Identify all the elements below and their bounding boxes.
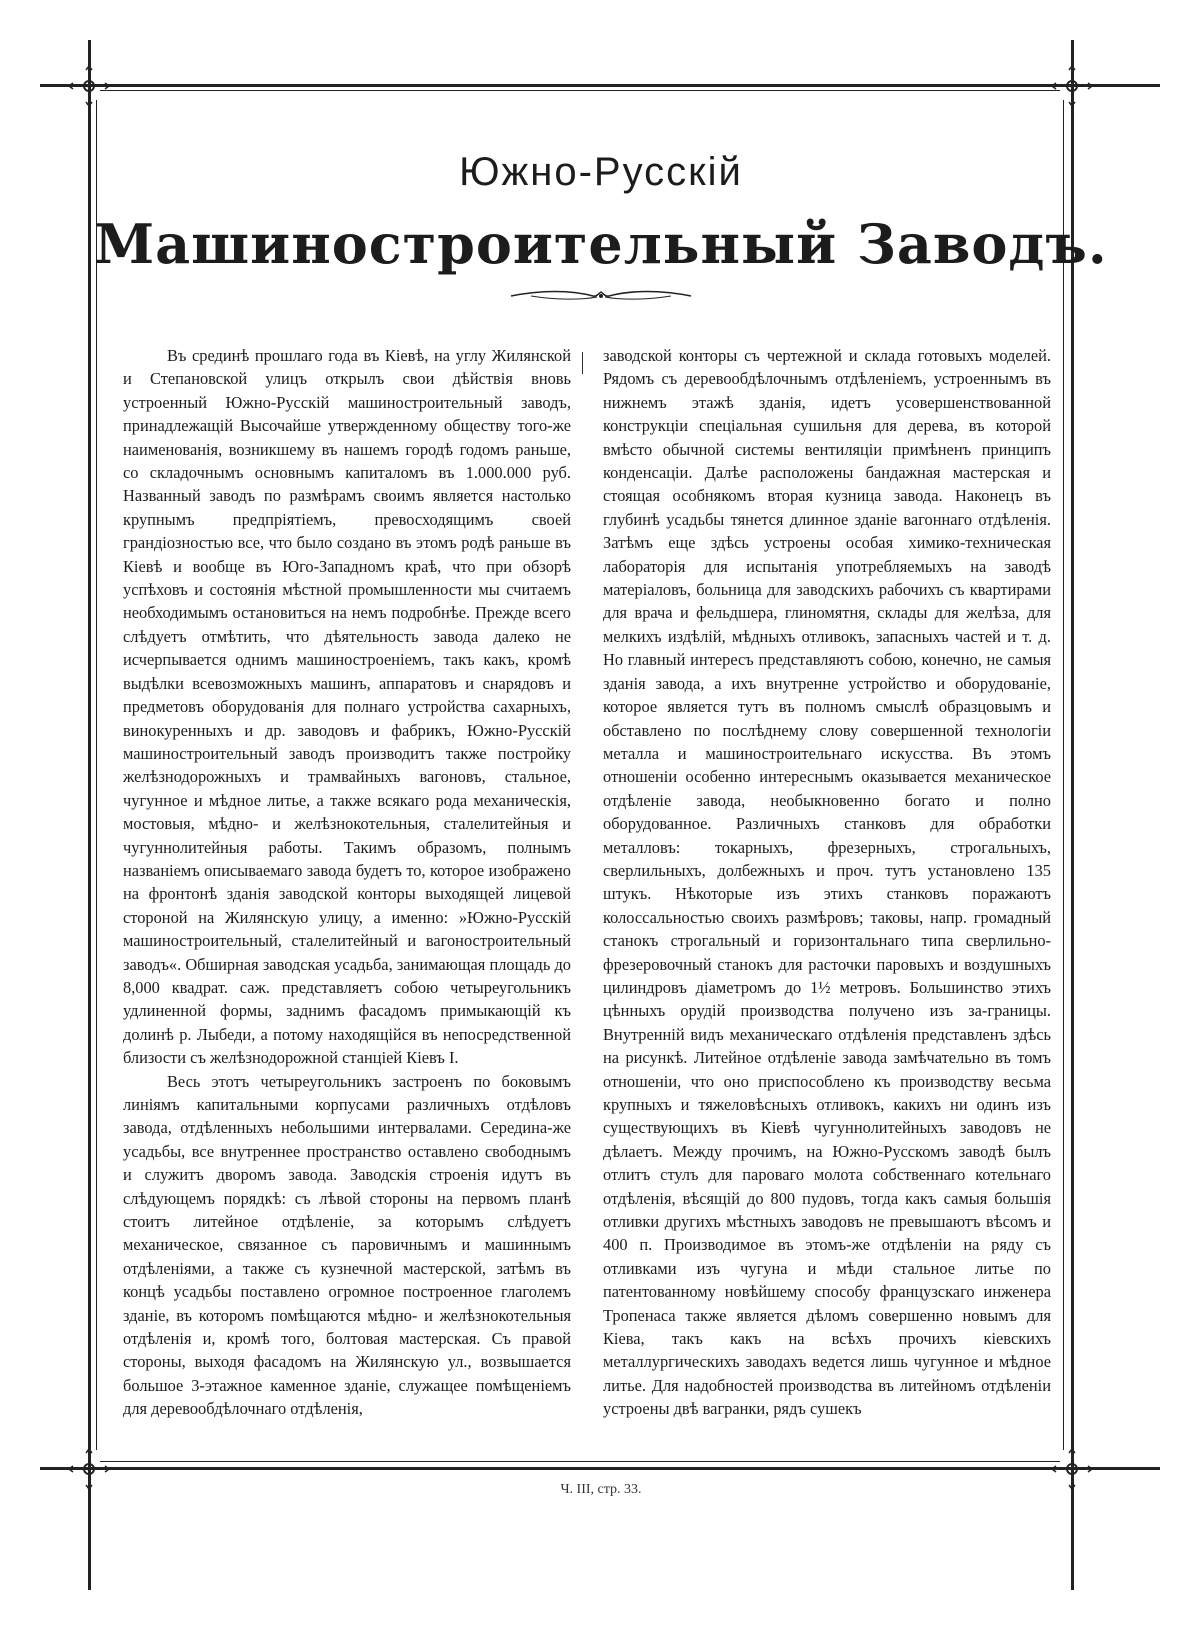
decorative-rule-icon <box>501 286 701 306</box>
title-line-2: Машиностроительный Заводъ. <box>94 212 1108 276</box>
title-line-1: Южно-Русскій <box>459 150 743 194</box>
text-column-right <box>603 344 1051 1421</box>
paragraph: Въ срединѣ прошлаго года въ Кіевѣ, на углу Жилянской и Степановской улицъ открылъ свои дѣйствія вновь устроенный Южно-Русскій машиностроительный заводъ, принадлежащій Высочайше утвержденному обществу того-же наименованія, возникшему въ нашемъ городѣ годомъ раньше, со складочнымъ основнымъ капиталомъ въ 1.000.000 руб. Названный заводъ по размѣрамъ своимъ является настолько крупнымъ предпріятіемъ, превосходящимъ своей грандіозностью все, что было создано въ этомъ родѣ раньше въ Кіевѣ и вообще въ Юго-Западномъ краѣ, что при обзорѣ успѣховъ и состоянія мѣстной промышленности мы считаемъ необходимымъ остановиться на немъ подробнѣе. Прежде всего слѣдуетъ отмѣтить, что дѣятельность завода далеко не исчерпывается однимъ машиностроеніемъ, такъ какъ, кромѣ выдѣлки всевозможныхъ машинъ, аппаратовъ и снарядовъ и предметовъ оборудованія для полнаго устройства сахарныхъ, винокуренныхъ и др. заводовъ и фабрикъ, Южно-Русскій машиностроительный заводъ производитъ также постройку желѣзнодорожныхъ и трамвайныхъ вагоновъ, стальное, чугунное и мѣдное литье, а также всякаго рода механическія, мостовыя, мѣдно- и желѣзнокотельныя, сталелитейныя и чугуннолитейныя работы. Такимъ образомъ, полнымъ названіемъ описываемаго завода будетъ то, которое изображено на фронтонѣ зданія заводской конторы выходящей лицевой стороной на Жилянскую улицу, а именно: »Южно-Русскій машиностроительный, сталелитейный и вагоностроительный заводъ«. Обширная заводская усадьба, занимающая площадь до 8,000 квадрат. саж. представляетъ собою четыреугольникъ удлиненной формы, заднимъ фасадомъ примыкающій къ долинѣ р. Лыбеди, а потому находящійся въ непосредственной близости съ желѣзнодорожной станціей Кіевъ I. <box>123 346 571 1068</box>
frame-top-inner-line <box>100 90 1060 91</box>
frame-bottom-inner-line <box>100 1461 1060 1462</box>
frame-right-inner-line <box>1063 100 1064 1450</box>
corner-ornament-icon <box>1050 64 1094 108</box>
frame-top-border <box>40 84 1160 87</box>
frame-left-inner-line <box>96 100 97 1450</box>
paragraph: Весь этотъ четыреугольникъ застроенъ по боковымъ линіямъ капитальными корпусами различныхъ отдѣловъ завода, отдѣленныхъ небольшими интервалами. Середина-же усадьбы, все внутреннее пространство оставлено свободнымъ и служитъ дворомъ завода. Заводскія строенія идутъ въ слѣдующемъ порядкѣ: съ лѣвой стороны на первомъ планѣ стоитъ литейное отдѣленіе, за которымъ слѣдуетъ механическое, связанное съ паровичнымъ и машиннымъ отдѣленіями, а также съ кузнечной мастерской, затѣмъ въ концѣ усадьбы поставлено огромное построенное глаголемъ зданіе, въ которомъ помѣщаются мѣдно- и желѣзнокотельныя отдѣленія и, кромѣ того, болтовая мастерская. Съ правой стороны, выходя фасадомъ на Жилянскую ул., возвышается большое 3-этажное каменное зданіе, служащее помѣщеніемъ для деревообдѣлочнаго отдѣленія, <box>123 1071 571 1419</box>
paragraph: заводской конторы съ чертежной и склада готовыхъ моделей. Рядомъ съ деревообдѣлочнымъ отдѣленіемъ, устроеннымъ въ нижнемъ этажѣ зданія, идетъ усовершенствованной конструкціи спеціальная сушильня для дерева, въ которой вмѣсто обычной системы вентиляціи примѣненъ принципъ конденсаціи. Далѣе расположены бандажная мастерская и стоящая особнякомъ вторая кузница завода. Наконецъ въ глубинѣ усадьбы тянется длинное зданіе вагоннаго отдѣленія. Затѣмъ еще здѣсь устроены особая химико-техническая лабораторія для испытанія употребляемыхъ на заводѣ матеріаловъ, больница для заводскихъ рабочихъ съ квартирами для врача и фельдшера, глиномятня, склады для желѣза, для мелкихъ издѣлій, мѣдныхъ отливокъ, запасныхъ частей и т. д. Но главный интересъ представляютъ собою, конечно, не самыя зданія завода, а ихъ внутренне устройство и оборудованіе, которое является тутъ въ полномъ смыслѣ образцовымъ и обставлено по послѣднему слову совершенной технологіи металла и машиностроительнаго искусства. Въ этомъ отношеніи особенно интереснымъ оказывается механическое отдѣленіе завода, необыкновенно богато и полно оборудованное. Различныхъ станковъ для обработки металловъ: токарныхъ, фрезерныхъ, строгальныхъ, сверлильныхъ, долбежныхъ и проч. тутъ установлено 135 штукъ. Нѣкоторые изъ этихъ станковъ поражаютъ колоссальностью своихъ размѣровъ; таковы, напр. громадный станокъ строгальный и горизонтальнаго типа сверлильно-фрезеровочный станокъ для расточки паровыхъ и воздушныхъ цилиндровъ діаметромъ до 1½ метровъ. Большинство этихъ цѣнныхъ орудій производства получено изъ за-границы. Внутренній видъ механическаго отдѣленія представленъ здѣсь на рисункѣ. Литейное отдѣленіе завода замѣчательно въ томъ отношеніи, что оно приспособлено къ производству весьма крупныхъ и тяжеловѣсныхъ отливокъ, какихъ ни одинъ изъ существующихъ въ Кіевѣ чугуннолитейныхъ заводовъ не дѣлаетъ. Между прочимъ, на Южно-Русскомъ заводѣ былъ отлитъ стулъ для пароваго молота собственнаго котельнаго отдѣленія, вѣсящій до 800 пудовъ, тогда какъ самыя большія отливки другихъ мѣстныхъ заводовъ не превышаютъ вѣсомъ и 400 п. Производимое въ этомъ-же отдѣленіи на ряду съ отливками изъ чугуна и мѣди стальное литье по патентованному новѣйшему способу французскаго инженера Тропенаса также является дѣломъ совершенно новымъ для Кіева, такъ какъ на всѣхъ прочихъ кіевскихъ металлургическихъ заводахъ ведется лишь чугунное и мѣдное литье. Для надобностей производства въ литейномъ отдѣленіи устроены двѣ вагранки, рядъ сушекъ <box>603 346 1051 1419</box>
text-column-left <box>123 344 571 1421</box>
corner-ornament-icon <box>67 64 111 108</box>
page-footer: Ч. III, стр. 33. <box>560 1482 642 1497</box>
column-divider <box>582 352 583 374</box>
frame-bottom-border <box>40 1467 1160 1470</box>
